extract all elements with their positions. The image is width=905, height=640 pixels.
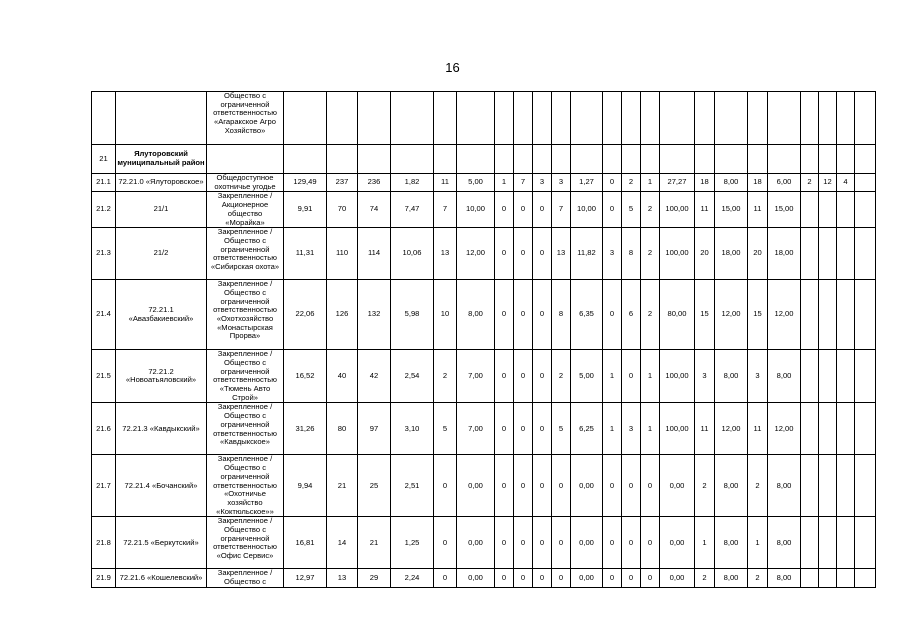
table-cell: 0 xyxy=(533,350,552,403)
table-cell xyxy=(391,145,434,174)
table-cell: 8,00 xyxy=(715,569,748,588)
table-cell: 129,49 xyxy=(284,174,327,192)
table-cell xyxy=(622,145,641,174)
table-row xyxy=(92,350,876,403)
table-row xyxy=(92,569,876,588)
table-cell: 12,97 xyxy=(284,569,327,588)
table-cell: 22,06 xyxy=(284,280,327,350)
table-cell: 8,00 xyxy=(768,569,801,588)
table-cell: 25 xyxy=(358,455,391,517)
table-cell xyxy=(837,280,855,350)
table-cell: 21 xyxy=(92,145,116,174)
table-cell: 0 xyxy=(533,455,552,517)
table-cell: 3 xyxy=(552,174,571,192)
table-cell xyxy=(457,92,495,145)
table-cell: 0,00 xyxy=(571,517,603,569)
table-cell xyxy=(837,92,855,145)
table-cell: 5,98 xyxy=(391,280,434,350)
table-cell xyxy=(116,92,207,145)
table-cell: 0 xyxy=(514,455,533,517)
table-cell: 3,10 xyxy=(391,403,434,455)
table-cell: 0 xyxy=(533,280,552,350)
table-cell: 21.8 xyxy=(92,517,116,569)
table-cell: 18 xyxy=(748,174,768,192)
table-cell: 0 xyxy=(533,403,552,455)
table-cell: 2 xyxy=(622,174,641,192)
table-cell: 8,00 xyxy=(715,350,748,403)
table-cell xyxy=(358,92,391,145)
table-cell: 0 xyxy=(622,350,641,403)
table-cell: 10 xyxy=(434,280,457,350)
table-cell xyxy=(837,517,855,569)
table-cell: 132 xyxy=(358,280,391,350)
table-cell: 9,91 xyxy=(284,192,327,228)
table-cell: 8,00 xyxy=(715,517,748,569)
table-cell xyxy=(801,455,819,517)
table-cell: 1,25 xyxy=(391,517,434,569)
table-cell xyxy=(603,145,622,174)
table-cell: 2,54 xyxy=(391,350,434,403)
table-cell: Закрепленное / Акционерное общество «Морайка» xyxy=(207,192,284,228)
table-cell: 2 xyxy=(552,350,571,403)
table-cell: 2 xyxy=(641,228,660,280)
table-cell xyxy=(819,517,837,569)
table-cell: 12,00 xyxy=(457,228,495,280)
table-cell xyxy=(641,145,660,174)
table-cell: 12,00 xyxy=(715,280,748,350)
table-cell: 0 xyxy=(603,569,622,588)
table-cell xyxy=(358,145,391,174)
table-cell xyxy=(457,145,495,174)
table-cell xyxy=(284,145,327,174)
table-cell: 100,00 xyxy=(660,192,695,228)
table-cell: 42 xyxy=(358,350,391,403)
table-cell: 80,00 xyxy=(660,280,695,350)
table-cell: 6 xyxy=(622,280,641,350)
table-row xyxy=(92,403,876,455)
table-cell: 3 xyxy=(748,350,768,403)
table-cell xyxy=(855,350,876,403)
table-cell: 1 xyxy=(641,403,660,455)
table-cell: 11 xyxy=(748,403,768,455)
table-cell: 2 xyxy=(801,174,819,192)
table-cell: 0 xyxy=(495,403,514,455)
table-cell: 8,00 xyxy=(768,455,801,517)
table-cell: 29 xyxy=(358,569,391,588)
table-cell: 97 xyxy=(358,403,391,455)
page-number: 16 xyxy=(445,60,460,75)
table-cell: 0 xyxy=(603,192,622,228)
table-cell: 8,00 xyxy=(768,350,801,403)
table-cell: 7 xyxy=(514,174,533,192)
table-cell xyxy=(495,145,514,174)
table-cell: 6,25 xyxy=(571,403,603,455)
table-cell: 11 xyxy=(434,174,457,192)
table-cell: 8,00 xyxy=(768,517,801,569)
table-cell: 72.21.5 «Беркутский» xyxy=(116,517,207,569)
table-cell xyxy=(801,145,819,174)
table-cell: 3 xyxy=(533,174,552,192)
table-cell xyxy=(855,192,876,228)
table-cell: 0 xyxy=(495,350,514,403)
table-cell: Закрепленное / Общество с ограниченной ответственностью «Охотничье хозяйство «Коктюльское»» xyxy=(207,455,284,517)
table-cell: 2 xyxy=(641,280,660,350)
table-cell xyxy=(855,455,876,517)
table-cell: 5 xyxy=(622,192,641,228)
table-cell: 0 xyxy=(622,455,641,517)
table-cell: 8,00 xyxy=(715,174,748,192)
table-cell xyxy=(768,92,801,145)
table-cell: 0 xyxy=(533,517,552,569)
table-cell: 0 xyxy=(495,280,514,350)
table-cell xyxy=(660,145,695,174)
table-cell xyxy=(855,145,876,174)
table-row xyxy=(92,145,876,174)
table-cell: 74 xyxy=(358,192,391,228)
table-cell: 3 xyxy=(622,403,641,455)
table-cell: 0,00 xyxy=(571,569,603,588)
table-cell: 0 xyxy=(434,455,457,517)
table-cell: 110 xyxy=(327,228,358,280)
table-cell xyxy=(819,92,837,145)
table-cell: 72.21.1 «Авазбакиевский» xyxy=(116,280,207,350)
table-cell: 70 xyxy=(327,192,358,228)
table-cell: Закрепленное / Общество с ограниченной ответственностью «Офис Сервис» xyxy=(207,517,284,569)
table-row xyxy=(92,92,876,145)
table-cell: 20 xyxy=(748,228,768,280)
table-cell: 13 xyxy=(327,569,358,588)
table-cell: 1,82 xyxy=(391,174,434,192)
table-cell: 3 xyxy=(695,350,715,403)
table-cell xyxy=(819,403,837,455)
table-cell xyxy=(533,92,552,145)
table-cell: 0 xyxy=(641,455,660,517)
table-cell: 12,00 xyxy=(768,280,801,350)
table-cell xyxy=(695,145,715,174)
table-cell xyxy=(695,92,715,145)
table-cell xyxy=(327,145,358,174)
table-cell: 8 xyxy=(552,280,571,350)
table-cell: 0 xyxy=(495,569,514,588)
table-cell xyxy=(819,192,837,228)
table-cell: 0 xyxy=(495,192,514,228)
table-cell: 2 xyxy=(748,569,768,588)
table-cell xyxy=(495,92,514,145)
table-cell: Закрепленное / Общество с ограниченной ответственностью «Сибирская охота» xyxy=(207,228,284,280)
table-cell: 0 xyxy=(495,517,514,569)
table-cell: 0 xyxy=(495,228,514,280)
table-cell: 7,47 xyxy=(391,192,434,228)
table-cell: 0 xyxy=(622,517,641,569)
table-cell xyxy=(284,92,327,145)
table-cell: 0,00 xyxy=(457,517,495,569)
table-cell: 8 xyxy=(622,228,641,280)
table-cell: 15,00 xyxy=(715,192,748,228)
table-cell: 5,00 xyxy=(571,350,603,403)
table-cell: 8,00 xyxy=(715,455,748,517)
table-cell: 2,51 xyxy=(391,455,434,517)
table-cell: 16,52 xyxy=(284,350,327,403)
table-cell: 21 xyxy=(327,455,358,517)
table-cell: 21/1 xyxy=(116,192,207,228)
table-cell xyxy=(855,92,876,145)
table-row xyxy=(92,455,876,517)
table-cell xyxy=(801,192,819,228)
table-cell: 12 xyxy=(819,174,837,192)
table-cell xyxy=(514,92,533,145)
table-cell xyxy=(837,455,855,517)
table-row xyxy=(92,192,876,228)
table-cell: 11 xyxy=(748,192,768,228)
table-cell: 13 xyxy=(434,228,457,280)
table-cell xyxy=(552,145,571,174)
table-cell: 4 xyxy=(837,174,855,192)
table-cell xyxy=(855,174,876,192)
table-cell: 0,00 xyxy=(660,569,695,588)
table-cell: 0,00 xyxy=(457,569,495,588)
table-cell: 11 xyxy=(695,192,715,228)
table-cell: 11,82 xyxy=(571,228,603,280)
table-cell: 10,00 xyxy=(457,192,495,228)
table-cell: 0 xyxy=(533,228,552,280)
table-cell: 0 xyxy=(434,569,457,588)
table-cell: 15,00 xyxy=(768,192,801,228)
table-cell xyxy=(715,92,748,145)
table-cell xyxy=(514,145,533,174)
table-cell: 21/2 xyxy=(116,228,207,280)
table-cell xyxy=(837,569,855,588)
table-cell: 11,31 xyxy=(284,228,327,280)
table-cell: 31,26 xyxy=(284,403,327,455)
table-cell: 0 xyxy=(495,455,514,517)
table-cell: 40 xyxy=(327,350,358,403)
table-row xyxy=(92,228,876,280)
table-cell: 1 xyxy=(641,174,660,192)
table-cell: 8,00 xyxy=(457,280,495,350)
table-cell: 14 xyxy=(327,517,358,569)
table-cell: 20 xyxy=(695,228,715,280)
table-cell: 0 xyxy=(552,455,571,517)
table-cell: Общество с ограниченной ответственностью «Агаракское Агро Хозяйство» xyxy=(207,92,284,145)
table-cell xyxy=(801,517,819,569)
table-cell: 1 xyxy=(603,403,622,455)
table-cell xyxy=(434,92,457,145)
table-cell: 2 xyxy=(695,455,715,517)
table-cell xyxy=(801,92,819,145)
table-cell: 1 xyxy=(641,350,660,403)
table-cell: 7 xyxy=(552,192,571,228)
table-cell: Закрепленное / Общество с ограниченной ответственностью «Охотхозяйство «Монастырская Прорва» xyxy=(207,280,284,350)
table-cell: 0 xyxy=(552,517,571,569)
table-cell xyxy=(571,145,603,174)
table-cell: 27,27 xyxy=(660,174,695,192)
table-cell xyxy=(748,92,768,145)
table-cell xyxy=(855,280,876,350)
table-row xyxy=(92,280,876,350)
table-cell: 2 xyxy=(641,192,660,228)
table-cell: 0 xyxy=(552,569,571,588)
table-cell xyxy=(641,92,660,145)
table-cell xyxy=(434,145,457,174)
table-cell: 15 xyxy=(748,280,768,350)
table-cell xyxy=(533,145,552,174)
table-cell: 0 xyxy=(434,517,457,569)
table-cell: 11 xyxy=(695,403,715,455)
table-cell: 1 xyxy=(748,517,768,569)
table-cell xyxy=(837,145,855,174)
table-cell: 21 xyxy=(358,517,391,569)
table-cell xyxy=(819,350,837,403)
table-cell: 114 xyxy=(358,228,391,280)
table-cell: 1,27 xyxy=(571,174,603,192)
table-cell: 2 xyxy=(748,455,768,517)
table-cell xyxy=(819,145,837,174)
table-cell: 21.2 xyxy=(92,192,116,228)
table-cell: 0 xyxy=(603,517,622,569)
table-cell xyxy=(622,92,641,145)
table-cell: 100,00 xyxy=(660,403,695,455)
table-cell: 7 xyxy=(434,192,457,228)
table-cell: 0 xyxy=(514,280,533,350)
table-cell: 0 xyxy=(533,569,552,588)
table-cell: 72.21.0 «Ялуторовское» xyxy=(116,174,207,192)
table-cell xyxy=(768,145,801,174)
table-cell xyxy=(571,92,603,145)
table-cell xyxy=(801,569,819,588)
table-cell: 0 xyxy=(514,192,533,228)
table-cell: 0 xyxy=(641,517,660,569)
table-cell xyxy=(819,455,837,517)
table-cell xyxy=(552,92,571,145)
table-cell: 10,00 xyxy=(571,192,603,228)
table-cell: 0,00 xyxy=(571,455,603,517)
table-cell: 1 xyxy=(603,350,622,403)
table-cell xyxy=(837,350,855,403)
table-cell: 0 xyxy=(641,569,660,588)
table-cell xyxy=(819,569,837,588)
table-cell: 0 xyxy=(603,174,622,192)
table-cell: 72.21.6 «Кошелевский» xyxy=(116,569,207,588)
table-cell: 18,00 xyxy=(768,228,801,280)
table-cell: 0 xyxy=(514,517,533,569)
table-cell: 21.3 xyxy=(92,228,116,280)
table-cell xyxy=(837,403,855,455)
table-cell: 9,94 xyxy=(284,455,327,517)
table-cell xyxy=(207,145,284,174)
table-cell: 2 xyxy=(695,569,715,588)
table-cell: 0 xyxy=(514,403,533,455)
table-cell: 15 xyxy=(695,280,715,350)
table-cell: 5 xyxy=(434,403,457,455)
table-cell: 12,00 xyxy=(715,403,748,455)
table-cell xyxy=(715,145,748,174)
table-cell xyxy=(819,280,837,350)
table-cell: 0,00 xyxy=(660,517,695,569)
table-cell: 0 xyxy=(603,455,622,517)
table-cell: 5,00 xyxy=(457,174,495,192)
table-cell: 0 xyxy=(603,280,622,350)
table-cell: Закрепленное / Общество с ограниченной ответственностью «Тюмень Авто Строй» xyxy=(207,350,284,403)
table-cell: 237 xyxy=(327,174,358,192)
table-row xyxy=(92,174,876,192)
table-cell xyxy=(603,92,622,145)
table-cell: 100,00 xyxy=(660,228,695,280)
table-cell: 12,00 xyxy=(768,403,801,455)
table-cell: 0,00 xyxy=(457,455,495,517)
table-row xyxy=(92,517,876,569)
table-cell: 7,00 xyxy=(457,350,495,403)
table-cell: 1 xyxy=(695,517,715,569)
table-cell: 6,35 xyxy=(571,280,603,350)
table-cell xyxy=(855,403,876,455)
table-cell: 0 xyxy=(514,569,533,588)
table-cell: 6,00 xyxy=(768,174,801,192)
table-cell: 7,00 xyxy=(457,403,495,455)
table-cell xyxy=(327,92,358,145)
table-cell: 236 xyxy=(358,174,391,192)
table-cell: 1 xyxy=(495,174,514,192)
table-cell xyxy=(837,192,855,228)
table-cell xyxy=(819,228,837,280)
table-cell: 16,81 xyxy=(284,517,327,569)
table-cell xyxy=(801,280,819,350)
table-cell: 72.21.4 «Бочанский» xyxy=(116,455,207,517)
table-cell: 0,00 xyxy=(660,455,695,517)
table-cell xyxy=(855,517,876,569)
table-cell xyxy=(748,145,768,174)
table-cell xyxy=(855,228,876,280)
table-cell: 0 xyxy=(622,569,641,588)
table-cell: 18,00 xyxy=(715,228,748,280)
table-cell: 10,06 xyxy=(391,228,434,280)
table-cell: Закрепленное / Общество с xyxy=(207,569,284,588)
table-cell: 13 xyxy=(552,228,571,280)
table-cell: 21.7 xyxy=(92,455,116,517)
table-cell xyxy=(92,92,116,145)
table-cell xyxy=(660,92,695,145)
table-cell: 21.9 xyxy=(92,569,116,588)
table-cell: 21.1 xyxy=(92,174,116,192)
hunting-grounds-table xyxy=(91,91,876,588)
table-cell: Общедоступное охотничье угодье xyxy=(207,174,284,192)
table-cell: 2 xyxy=(434,350,457,403)
table-cell: 80 xyxy=(327,403,358,455)
table-cell xyxy=(801,228,819,280)
table-cell: 21.4 xyxy=(92,280,116,350)
table-cell xyxy=(801,350,819,403)
table-cell: 72.21.2 «Новоатьяловский» xyxy=(116,350,207,403)
table-cell: 0 xyxy=(533,192,552,228)
table-cell: 5 xyxy=(552,403,571,455)
table-cell: 0 xyxy=(514,350,533,403)
table-cell: 2,24 xyxy=(391,569,434,588)
table-cell: 21.6 xyxy=(92,403,116,455)
table-cell: 126 xyxy=(327,280,358,350)
table-cell: 18 xyxy=(695,174,715,192)
table-cell: Ялуторовский муниципальный район xyxy=(116,145,207,174)
table-cell xyxy=(801,403,819,455)
table-cell: Закрепленное / Общество с ограниченной ответственностью «Кавдыкское» xyxy=(207,403,284,455)
table-cell: 72.21.3 «Кавдыкский» xyxy=(116,403,207,455)
table-cell xyxy=(855,569,876,588)
table-cell xyxy=(391,92,434,145)
table-cell xyxy=(837,228,855,280)
table-cell: 0 xyxy=(514,228,533,280)
table-cell: 21.5 xyxy=(92,350,116,403)
table-cell: 100,00 xyxy=(660,350,695,403)
table-cell: 3 xyxy=(603,228,622,280)
